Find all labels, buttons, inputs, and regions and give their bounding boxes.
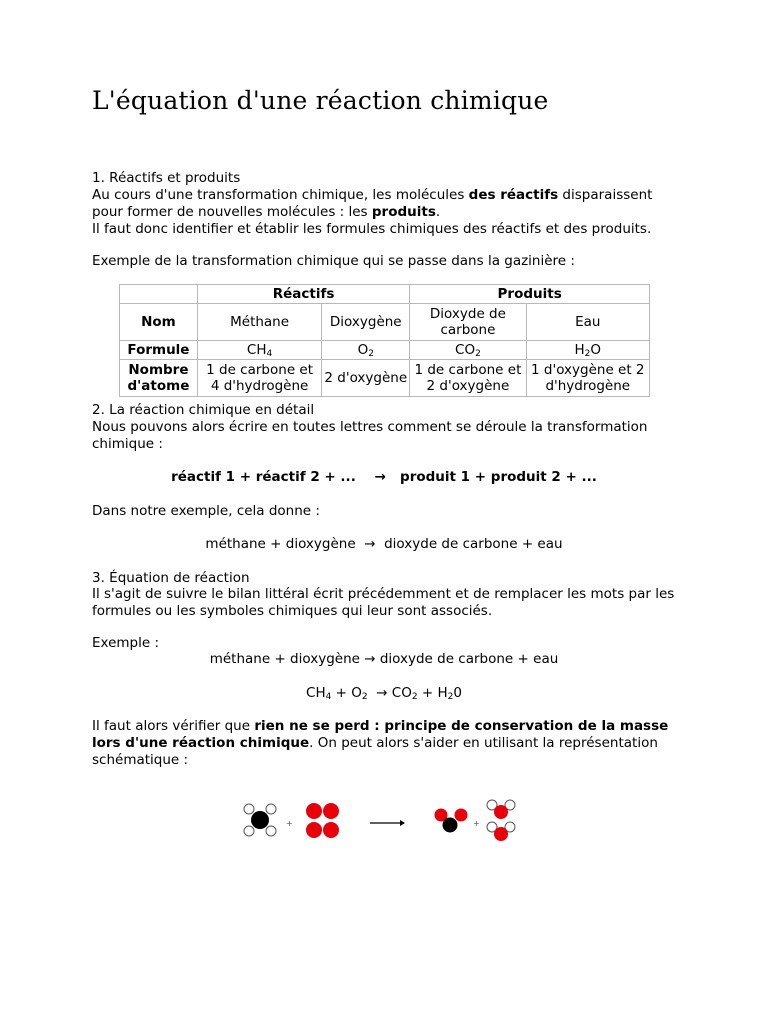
table-row	[120, 304, 649, 340]
eq-part: + O	[331, 685, 362, 701]
section1-paragraph-line3: Il faut donc identifier et établir les formules chimiques des réactifs et des produits.	[92, 221, 652, 237]
eq-part: + H	[417, 685, 448, 701]
hydrogen-atom	[266, 826, 276, 836]
header-produits: Produits	[410, 285, 649, 303]
plus-sign: +	[286, 819, 293, 828]
oxygen-atom	[494, 805, 508, 819]
reaction-arrow	[370, 820, 405, 826]
section1-paragraph-line2	[92, 204, 440, 221]
eq-subscript: 4	[325, 692, 332, 702]
formula-after: O	[590, 342, 602, 358]
section2-heading: 2. La réaction chimique en détail	[92, 402, 315, 418]
section2-example-intro: Dans notre exemple, cela donne :	[92, 503, 320, 519]
carbon-atom	[443, 818, 458, 833]
text-span: . On peut alors s'aider en utilisant la représentation	[309, 735, 658, 751]
table-cell: 2 d'oxygène	[322, 360, 409, 396]
table-cell	[322, 341, 409, 359]
carbon-atom	[251, 811, 269, 829]
formula-base: CO	[455, 342, 476, 358]
eq-subscript: 2	[411, 692, 418, 702]
hydrogen-atom	[266, 804, 276, 814]
section3-example-label: Exemple :	[92, 635, 160, 651]
plus-sign: +	[473, 819, 480, 828]
oxygen-atom	[306, 803, 322, 819]
row-label-nombre: Nombre d'atome	[120, 360, 197, 396]
formula-subscript: 2	[584, 349, 591, 359]
section1-example: Exemple de la transformation chimique qui se passe dans la gazinière :	[92, 253, 575, 269]
dioxygen-molecules	[306, 803, 339, 838]
eq-part: → CO	[367, 685, 412, 701]
table-row	[120, 360, 649, 396]
table-cell	[410, 341, 525, 359]
formula-base: H	[574, 342, 585, 358]
word-equation-1: méthane + dioxygène → dioxyde de carbone + eau	[205, 536, 563, 552]
word-equation-2: méthane + dioxygène → dioxyde de carbone + eau	[209, 651, 559, 667]
row-label-nom: Nom	[120, 304, 197, 340]
table-cell	[198, 341, 321, 359]
table-row	[120, 341, 649, 359]
formula-subscript: 2	[475, 349, 481, 359]
text-span: Au cours d'une transformation chimique, les molécules	[92, 187, 469, 203]
hydrogen-atom	[244, 826, 254, 836]
section3-line2: formules ou les symboles chimiques qui leur sont associés.	[92, 603, 493, 619]
eq-part: 0	[453, 685, 462, 701]
table-cell: 1 d'oxygène et 2 d'hydrogène	[527, 360, 649, 396]
formula-subscript: 4	[266, 349, 273, 359]
section3-verify-line3: schématique :	[92, 752, 189, 768]
section3-line1: Il s'agit de suivre le bilan littéral écrit précédemment et de remplacer les mots par les	[92, 586, 675, 602]
formula-subscript: 2	[368, 349, 374, 359]
bold-reaction: lors d'une réaction chimique	[92, 735, 310, 751]
oxygen-atom	[306, 822, 322, 838]
table-cell: Dioxyde de carbone	[410, 304, 525, 340]
table-cell: 1 de carbone et 4 d'hydrogène	[198, 360, 321, 396]
bold-produits: produits	[371, 204, 436, 220]
table-header-row	[120, 285, 649, 303]
formula-equation	[92, 685, 676, 702]
oxygen-atom	[494, 827, 508, 841]
bold-reactifs: des réactifs	[468, 187, 559, 203]
section1-paragraph-line1	[92, 187, 652, 204]
table-corner	[120, 285, 197, 303]
hydrogen-atom	[244, 804, 254, 814]
table-cell: Méthane	[198, 304, 321, 340]
bold-conservation: rien ne se perd : principe de conservation de la masse	[254, 718, 669, 734]
eq-subscript: 2	[361, 692, 368, 702]
co2-molecule	[435, 809, 468, 833]
table-cell: Eau	[527, 304, 649, 340]
methane-molecule	[244, 804, 276, 836]
reaction-table	[119, 284, 650, 397]
formula-base: CH	[246, 342, 267, 358]
table-cell	[527, 341, 649, 359]
text-span: .	[435, 204, 441, 220]
section3-verify-line1	[92, 718, 668, 735]
eq-subscript: 2	[447, 692, 454, 702]
section3-verify-line2	[92, 735, 658, 752]
oxygen-atom	[455, 809, 468, 822]
section3-heading: 3. Équation de réaction	[92, 570, 250, 586]
section2-line1: Nous pouvons alors écrire en toutes lettres comment se déroule la transformation	[92, 419, 648, 435]
water-molecules	[487, 800, 515, 841]
text-span: Il faut alors vérifier que	[92, 718, 255, 734]
section1-heading: 1. Réactifs et produits	[92, 170, 241, 186]
page-title: L'équation d'une réaction chimique	[92, 86, 549, 115]
text-span: disparaissent	[558, 187, 653, 203]
generic-equation: réactif 1 + réactif 2 + ... → produit 1 + produit 2 + ...	[171, 469, 597, 485]
table-cell: 1 de carbone et 2 d'oxygène	[410, 360, 525, 396]
table-cell: Dioxygène	[322, 304, 409, 340]
molecule-schema	[236, 796, 536, 848]
header-reactifs: Réactifs	[198, 285, 409, 303]
oxygen-atom	[323, 803, 339, 819]
oxygen-atom	[323, 822, 339, 838]
text-span: pour former de nouvelles molécules : les	[92, 204, 372, 220]
section2-line2: chimique :	[92, 436, 163, 452]
row-label-formule: Formule	[120, 341, 197, 359]
eq-part: CH	[306, 685, 326, 701]
formula-base: O	[357, 342, 369, 358]
